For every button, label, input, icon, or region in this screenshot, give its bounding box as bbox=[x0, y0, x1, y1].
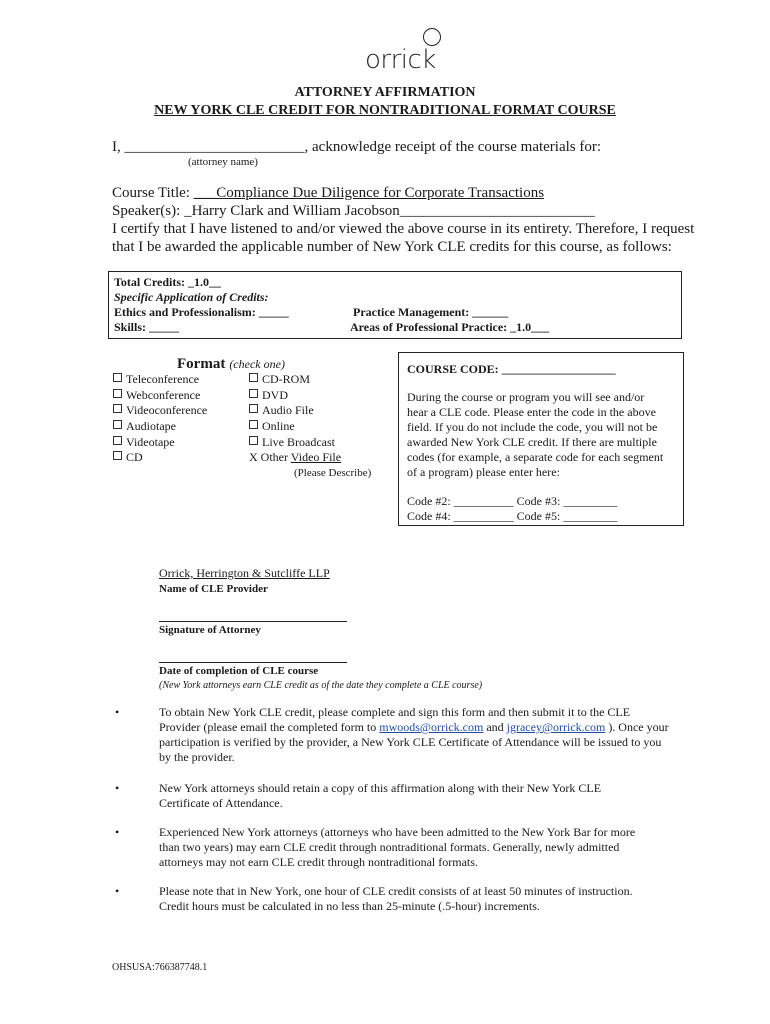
signature-label: Signature of Attorney bbox=[159, 624, 261, 636]
bullet-experienced-attorneys: Experienced New York attorneys (attorneys who have been admitted to the New York Bar for more than two years) may earn CLE credit through nontraditional formats. Generally, newly admitted attorneys may not earn CLE credit through nontraditional formats. bbox=[159, 825, 636, 869]
checkbox-icon[interactable] bbox=[249, 389, 258, 398]
checkbox-icon[interactable] bbox=[113, 404, 122, 413]
format-option-teleconference[interactable]: Teleconference bbox=[113, 372, 199, 388]
other-checked-mark: X Other bbox=[249, 450, 288, 464]
signature-line[interactable] bbox=[159, 620, 347, 622]
certify-line-2: that I be awarded the applicable number of New York CLE credits for this course, as follows: bbox=[112, 239, 672, 255]
code-entry-row-1[interactable]: Code #2: __________ Code #3: _________ bbox=[407, 494, 618, 508]
practice-management-credits: Practice Management: ______ bbox=[353, 305, 509, 319]
checkbox-icon[interactable] bbox=[113, 436, 122, 445]
speakers-label: Speaker(s): bbox=[112, 203, 181, 219]
speakers-value: _Harry Clark and William Jacobson__________________________ bbox=[184, 203, 595, 219]
checkbox-icon[interactable] bbox=[249, 404, 258, 413]
format-option-videotape[interactable]: Videotape bbox=[113, 435, 175, 451]
format-option-other[interactable] bbox=[249, 450, 341, 466]
provider-name: Orrick, Herrington & Sutcliffe LLP bbox=[159, 566, 330, 580]
email-link-jgracey[interactable]: jgracey@orrick.com bbox=[506, 720, 606, 734]
bullet-retain-copy: New York attorneys should retain a copy of this affirmation along with their New York CLE Certificate of Attendance. bbox=[159, 781, 602, 810]
areas-of-practice-credits: Areas of Professional Practice: _1.0___ bbox=[350, 320, 550, 334]
other-format-value[interactable]: Video File bbox=[290, 450, 342, 464]
other-format-hint: (Please Describe) bbox=[294, 467, 372, 479]
acknowledgement-line bbox=[112, 138, 601, 156]
bullet-credit-hours: Please note that in New York, one hour of CLE credit consists of at least 50 minutes of instruction. Credit hours must be calculated in no less than 25-minute (.5-hour) increments. bbox=[159, 884, 633, 913]
format-option-videoconference[interactable]: Videoconference bbox=[113, 403, 207, 419]
logo-circle-icon bbox=[423, 28, 441, 46]
completion-date-label: Date of completion of CLE course bbox=[159, 665, 319, 677]
certify-line-1: I certify that I have listened to and/or viewed the above course in its entirety. Therefore, I request bbox=[112, 221, 695, 237]
bullet-submission-instructions: To obtain New York CLE credit, please complete and sign this form and then submit it to the CLE Provider (please email the completed form to mwoods@orrick.com and jgracey@orrick.com ). Once your participation is verified by the provider, a New York CLE Certificate of Attendance will be issued to you by the provider. bbox=[159, 705, 669, 764]
bullet-dot: • bbox=[115, 705, 120, 719]
logo-text: orrick bbox=[365, 45, 436, 75]
format-hint: (check one) bbox=[229, 357, 285, 371]
course-code-instructions-4: awarded New York CLE credit. If there are multiple bbox=[407, 435, 657, 449]
format-heading-label: Format bbox=[177, 356, 226, 372]
format-heading bbox=[177, 355, 285, 373]
format-option-dvd[interactable]: DVD bbox=[249, 388, 288, 404]
format-option-audiotape[interactable]: Audiotape bbox=[113, 419, 176, 435]
format-option-audio-file[interactable]: Audio File bbox=[249, 403, 314, 419]
course-code-instructions-6: of a program) please enter here: bbox=[407, 465, 560, 479]
bullet-dot: • bbox=[115, 825, 120, 839]
attorney-name-field[interactable]: ________________________ bbox=[124, 139, 305, 155]
course-code-instructions-1: During the course or program you will see and/or bbox=[407, 390, 645, 404]
course-code-box bbox=[398, 352, 684, 526]
bullet-dot: • bbox=[115, 884, 120, 898]
completion-date-line[interactable] bbox=[159, 661, 347, 663]
checkbox-icon[interactable] bbox=[249, 436, 258, 445]
course-code-heading[interactable]: COURSE CODE: ___________________ bbox=[407, 362, 616, 376]
code-entry-row-2[interactable]: Code #4: __________ Code #5: _________ bbox=[407, 509, 618, 523]
provider-name-label: Name of CLE Provider bbox=[159, 583, 268, 595]
checkbox-icon[interactable] bbox=[113, 373, 122, 382]
document-id: OHSUSA:766387748.1 bbox=[112, 962, 208, 973]
format-option-cd-rom[interactable]: CD-ROM bbox=[249, 372, 310, 388]
checkbox-icon[interactable] bbox=[249, 420, 258, 429]
format-option-online[interactable]: Online bbox=[249, 419, 295, 435]
format-option-live-broadcast[interactable]: Live Broadcast bbox=[249, 435, 335, 451]
checkbox-icon[interactable] bbox=[113, 420, 122, 429]
bullet-dot: • bbox=[115, 781, 120, 795]
course-title-line bbox=[112, 184, 544, 202]
ethics-credits: Ethics and Professionalism: _____ bbox=[114, 305, 289, 319]
completion-date-note: (New York attorneys earn CLE credit as of the date they complete a CLE course) bbox=[159, 680, 483, 691]
specific-credits-heading: Specific Application of Credits: bbox=[114, 290, 269, 304]
email-link-mwoods[interactable]: mwoods@orrick.com bbox=[379, 720, 484, 734]
ack-prefix: I, bbox=[112, 139, 121, 155]
skills-credits: Skills: _____ bbox=[114, 320, 180, 334]
course-code-instructions-2: hear a CLE code. Please enter the code in the above bbox=[407, 405, 656, 419]
document-title: ATTORNEY AFFIRMATION bbox=[294, 85, 476, 100]
course-code-instructions-3: field. If you do not include the code, you will not be bbox=[407, 420, 658, 434]
document-subtitle: NEW YORK CLE CREDIT FOR NONTRADITIONAL FORMAT COURSE bbox=[154, 103, 616, 118]
format-option-cd[interactable]: CD bbox=[113, 450, 143, 466]
attorney-name-hint: (attorney name) bbox=[188, 156, 258, 168]
checkbox-icon[interactable] bbox=[113, 389, 122, 398]
course-title-label: Course Title: bbox=[112, 185, 190, 201]
speakers-line bbox=[112, 202, 595, 220]
course-code-instructions-5: codes (for example, a separate code for each segment bbox=[407, 450, 664, 464]
course-title-value: ___Compliance Due Diligence for Corporate Transactions bbox=[193, 185, 545, 201]
orrick-logo bbox=[365, 28, 445, 74]
format-option-webconference[interactable]: Webconference bbox=[113, 388, 200, 404]
total-credits: Total Credits: _1.0__ bbox=[114, 275, 222, 289]
checkbox-icon[interactable] bbox=[249, 373, 258, 382]
checkbox-icon[interactable] bbox=[113, 451, 122, 460]
credits-box bbox=[108, 271, 682, 339]
ack-suffix: , acknowledge receipt of the course materials for: bbox=[304, 139, 602, 155]
